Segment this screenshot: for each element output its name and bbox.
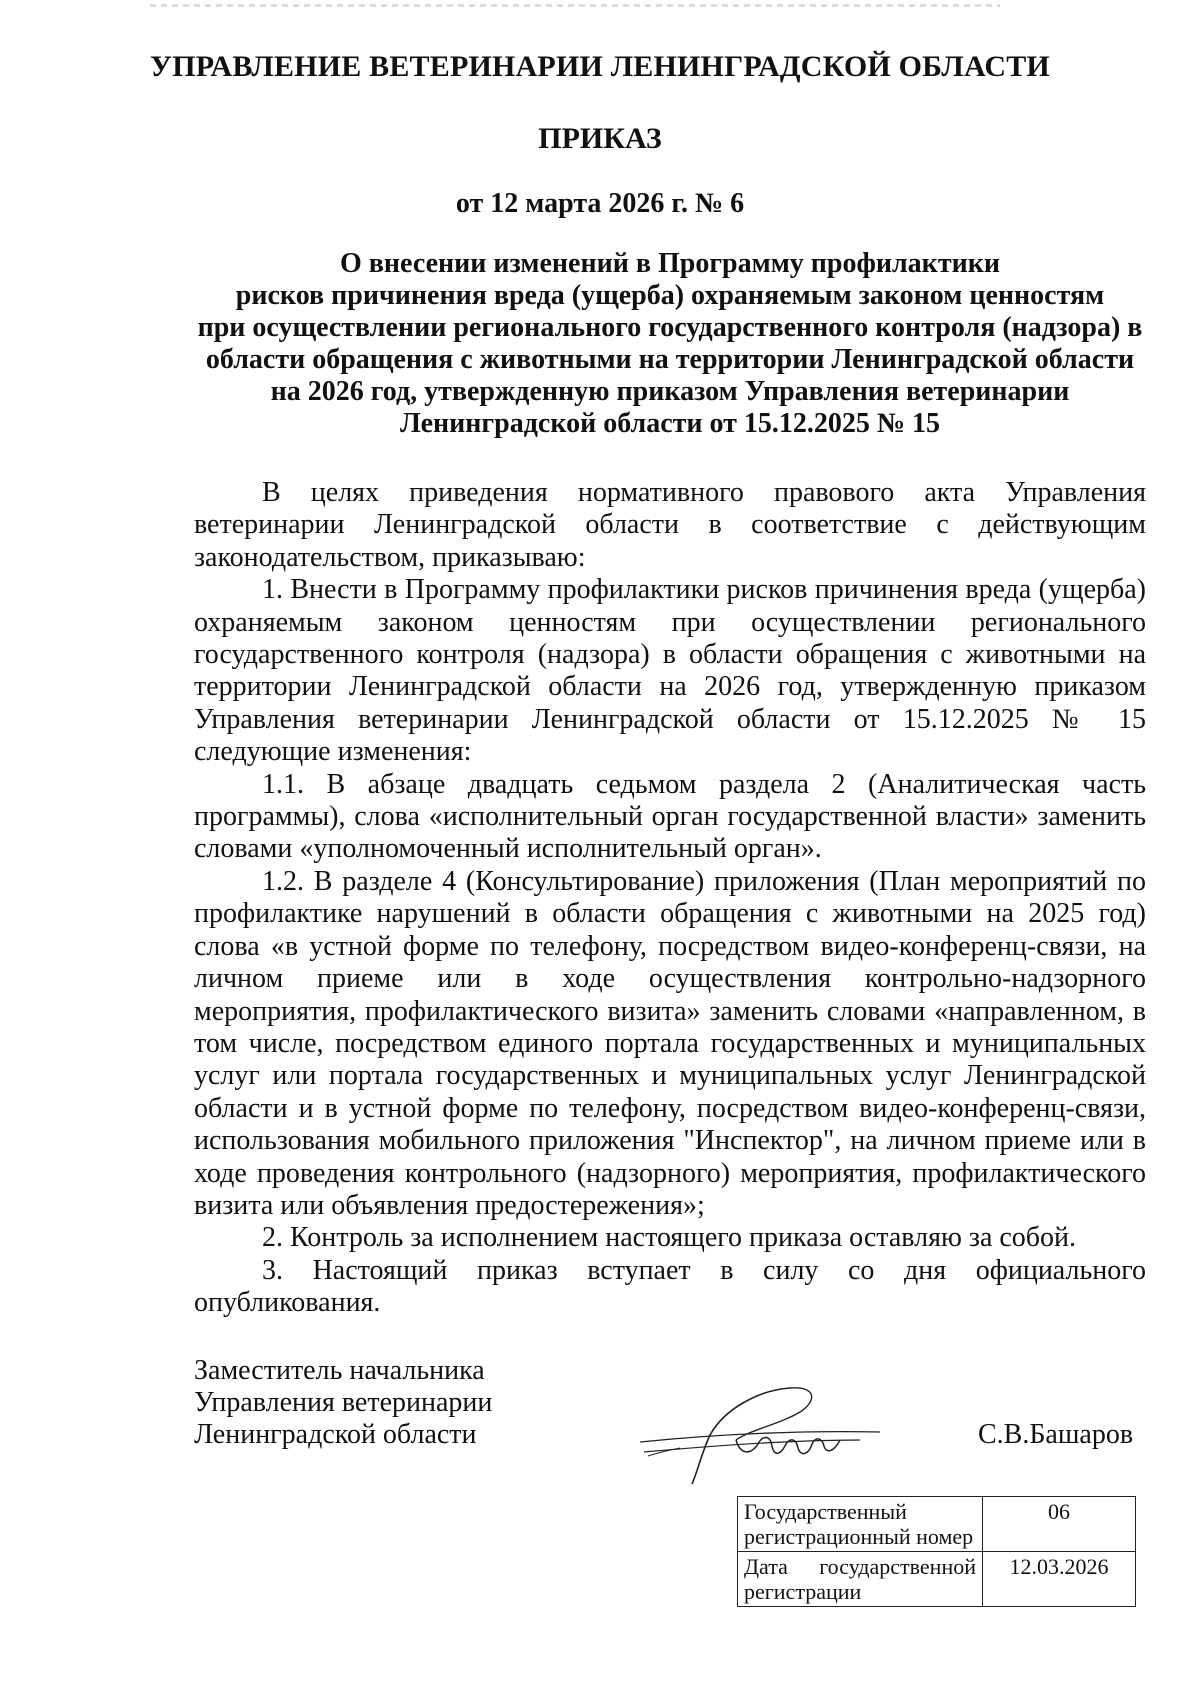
subject-line: рисков причинения вреда (ущерба) охраняемым законом ценностям <box>235 280 1105 311</box>
body-paragraph-preamble: В целях приведения нормативного правового акта Управления ветеринарии Ленинградской области в соответствие с действующим законодательством, приказываю: <box>194 477 1146 573</box>
document-date-number: от 12 марта 2026 г. № 6 <box>455 188 745 219</box>
signatory-name: С.В.Башаров <box>978 1419 1134 1450</box>
position-line: Ленинградской области <box>194 1419 477 1450</box>
body-paragraph-item-3: 3. Настоящий приказ вступает в силу со дня официального опубликования. <box>194 1254 1146 1319</box>
body-paragraph-item-1: 1. Внести в Программу профилактики рисков причинения вреда (ущерба) охраняемым законом ценностям при осуществлении регионального государственного контроля (надзора) в области обращения с животными на территории Ленинградской области на 2026 год, утвержденную приказом Управления ветеринарии Ленинградской области от 15.12.2025 № 15 следующие изменения: <box>194 574 1146 768</box>
document-type: ПРИКАЗ <box>538 122 662 155</box>
organization-title: УПРАВЛЕНИЕ ВЕТЕРИНАРИИ ЛЕНИНГРАДСКОЙ ОБЛАСТИ <box>150 50 1050 83</box>
signatory-position <box>194 1355 492 1451</box>
subject-line: на 2026 год, утвержденную приказом Управления ветеринарии <box>270 376 1070 407</box>
table-row <box>738 1552 1136 1607</box>
subject-line: области обращения с животными на территории Ленинградской области <box>205 344 1135 375</box>
subject-line: О внесении изменений в Программу профилактики <box>340 248 1000 279</box>
position-line: Управления ветеринарии <box>194 1387 493 1418</box>
body-paragraph-item-2: 2. Контроль за исполнением настоящего приказа оставляю за собой. <box>262 1222 1077 1254</box>
reg-date-label: Дата государственной регистрации <box>738 1552 983 1607</box>
body-paragraph-item-1-2: 1.2. В разделе 4 (Консультирование) приложения (План мероприятий по профилактике нарушений в области обращения с животными на 2025 год) слова «в устной форме по телефону, посредством видео-конференц-связи, на личном приеме или в ходе осуществления контрольно-надзорного мероприятия, профилактического визита» заменить словами «направленном, в том числе, посредством единого портала государственных и муниципальных услуг или портала государственных и муниципальных услуг Ленинградской области и в устной форме по телефону, посредством видео-конференц-связи, использования мобильного приложения "Инспектор", на личном приеме или в ходе проведения контрольного (надзорного) мероприятия, профилактического визита или объявления предостережения»; <box>194 865 1146 1221</box>
registration-table <box>737 1496 1136 1607</box>
reg-date-value: 12.03.2026 <box>983 1552 1136 1607</box>
reg-number-label: Государственный регистрационный номер <box>738 1497 983 1552</box>
body-paragraph-item-1-1: 1.1. В абзаце двадцать седьмом раздела 2 (Аналитическая часть программы), слова «исполнительный орган государственной власти» заменить словами «уполномоченный исполнительный орган». <box>194 768 1146 865</box>
document-body <box>194 477 1146 1320</box>
handwritten-signature <box>640 1380 890 1490</box>
scan-artifact <box>150 4 1000 7</box>
table-row <box>738 1497 1136 1552</box>
position-line: Заместитель начальника <box>194 1355 485 1386</box>
subject-line: Ленинградской области от 15.12.2025 № 15 <box>399 408 941 439</box>
document-subject <box>190 248 1150 440</box>
reg-number-value: 06 <box>983 1497 1136 1552</box>
subject-line: при осуществлении регионального государственного контроля (надзора) в <box>197 312 1143 343</box>
